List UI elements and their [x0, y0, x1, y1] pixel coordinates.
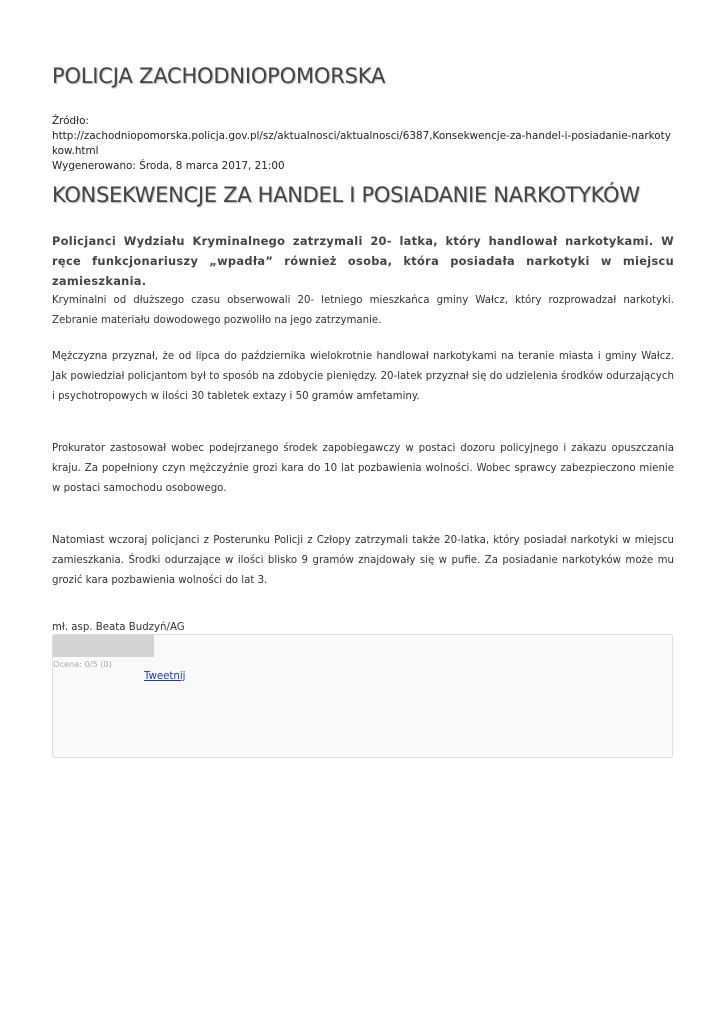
rating-panel	[52, 634, 673, 758]
rating-stars-bar[interactable]	[53, 635, 154, 657]
site-title: POLICJA ZACHODNIOPOMORSKA	[52, 64, 386, 88]
article-title: KONSEKWENCJE ZA HANDEL I POSIADANIE NARKOTYKÓW	[52, 183, 640, 207]
generated-date: Wygenerowano: Środa, 8 marca 2017, 21:00	[52, 160, 285, 172]
source-label: Źródło:	[52, 115, 89, 127]
article-paragraph: Prokurator zastosował wobec podejrzanego środek zapobiegawczy w postaci dozoru policyjnego i zakazu opuszczania kraju. Za popełniony czyn mężczyźnie grozi kara do 10 lat pozbawienia wolności. Wobec sprawcy zabezpieczono mienie w postaci samochodu osobowego.	[52, 443, 674, 494]
article-paragraph: Natomiast wczoraj policjanci z Posterunku Policji z Człopy zatrzymali także 20-latka, który posiadał narkotyki w miejscu zamieszkania. Środki odurzające w ilości blisko 9 gramów znajdowały się w pufie. Za posiadanie narkotyków może mu grozić kara pozbawienia wolności do lat 3.	[52, 535, 674, 586]
source-url: http://zachodniopomorska.policja.gov.pl/sz/aktualnosci/aktualnosci/6387,Konsekwencje-za-handel-i-posiadanie-narkotykow.html	[52, 130, 671, 157]
article-author: mł. asp. Beata Budzyń/AG	[52, 622, 185, 633]
article-paragraph: Kryminalni od dłuższego czasu obserwowali 20- letniego mieszkańca gminy Wałcz, który rozprowadzał narkotyki. Zebranie materiału dowodowego pozwoliło na jego zatrzymanie.	[52, 295, 674, 326]
article-body	[52, 231, 674, 638]
article-paragraph: Mężczyzna przyznał, że od lipca do października wielokrotnie handlował narkotykami na teranie miasta i gminy Wałcz. Jak powiedział policjantom był to sposób na zdobycie pieniędzy. 20-latek przyznał się do udzielenia środków odurzających i psychotropowych w ilości 30 tabletek extazy i 50 gramów amfetaminy.	[52, 351, 674, 402]
article-lead: Policjanci Wydziału Kryminalnego zatrzymali 20- latka, który handlował narkotykami. W ręce funkcjonariuszy „wpadła” również osoba, która posiadała narkotyki w miejscu zamieszkania.	[52, 234, 674, 288]
document-meta	[52, 114, 674, 174]
tweet-link[interactable]: Tweetnij	[144, 671, 186, 682]
rating-text: Ocena: 0/5 (0)	[53, 659, 112, 669]
